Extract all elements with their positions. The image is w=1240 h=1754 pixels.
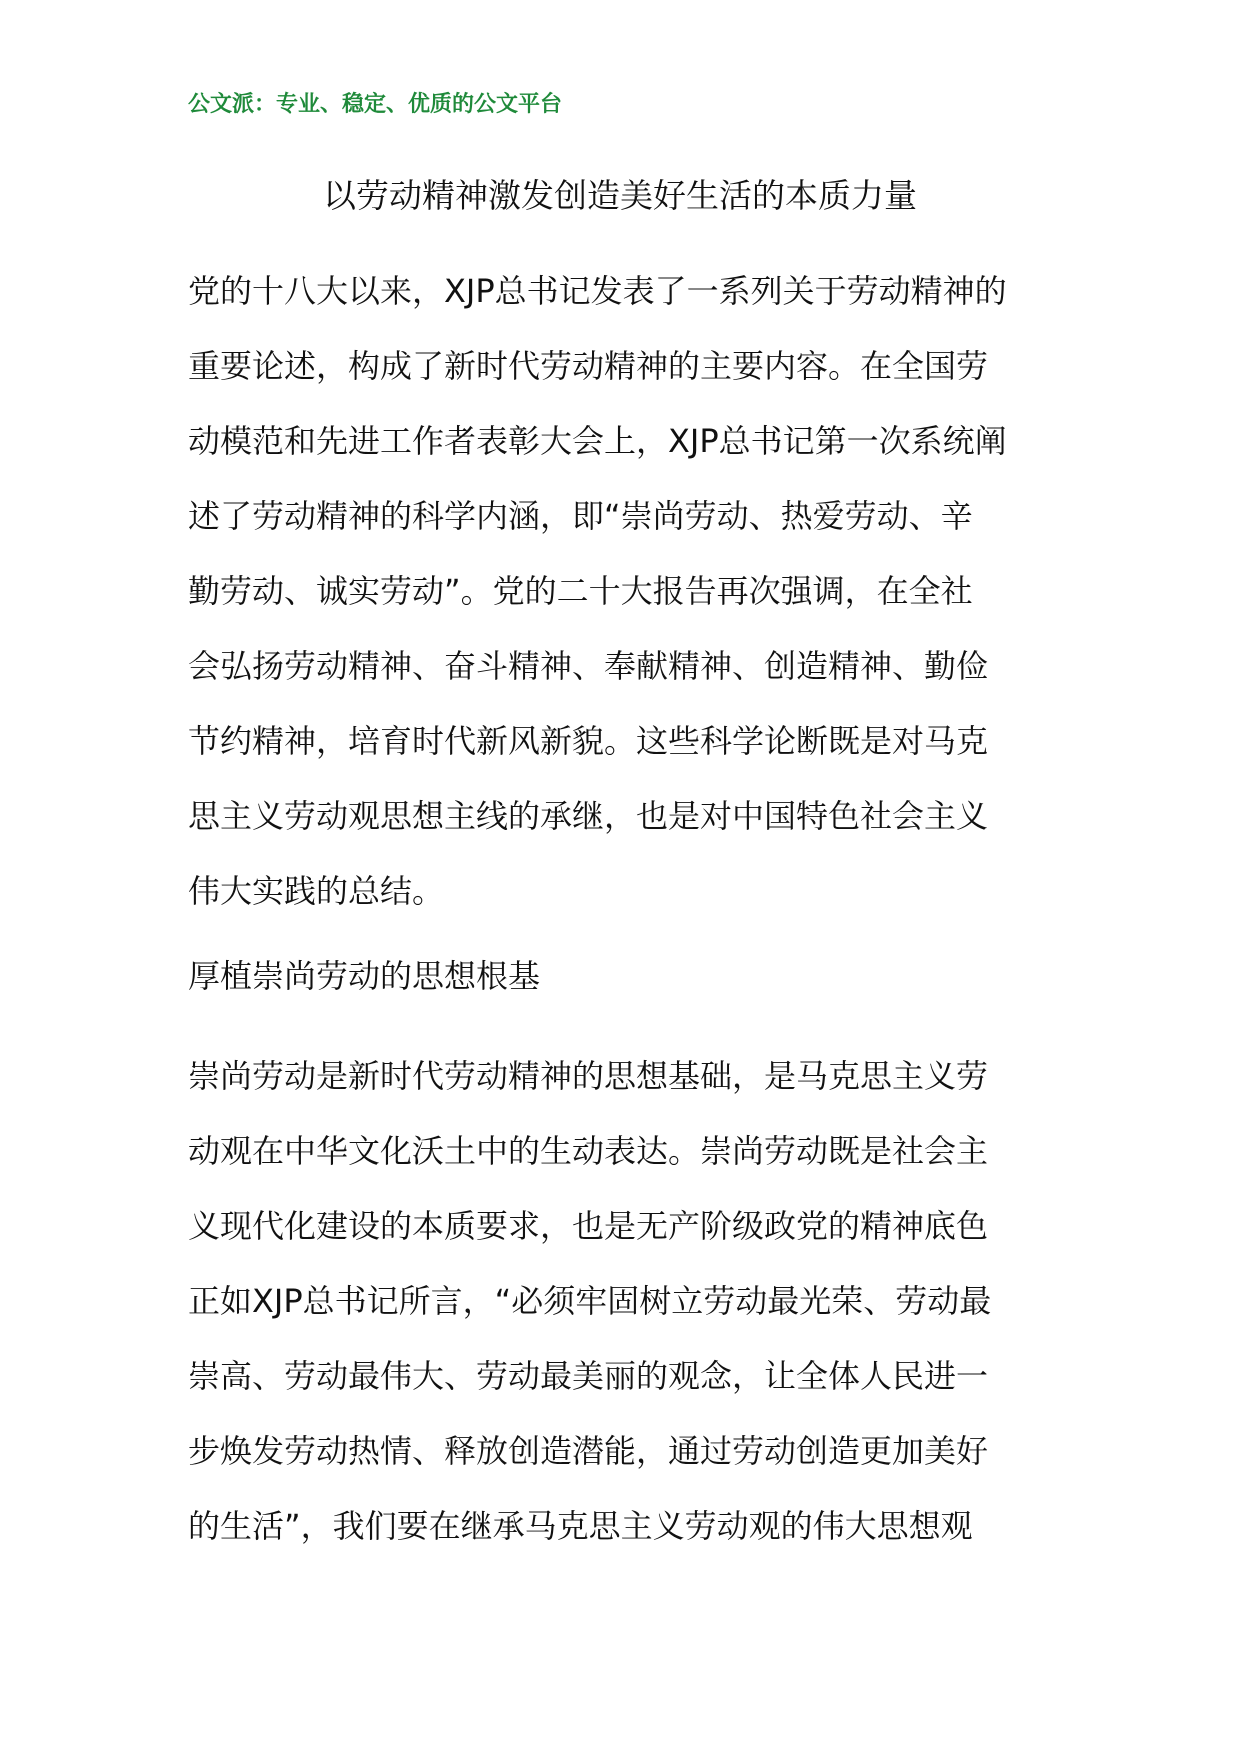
paragraph-line: 节约精神，培育时代新风新貌。这些科学论断既是对马克 (188, 722, 989, 760)
paragraph-line: 义现代化建设的本质要求，也是无产阶级政党的精神底色 (188, 1207, 989, 1245)
paragraph-line: 步焕发劳动热情、释放创造潜能，通过劳动创造更加美好 (188, 1432, 989, 1470)
paragraph-line: 党的十八大以来，XJP总书记发表了一系列关于劳动精神的 (188, 272, 1007, 310)
paragraph-line: 勤劳动、诚实劳动”。党的二十大报告再次强调，在全社 (188, 572, 973, 610)
paragraph-line: 会弘扬劳动精神、奋斗精神、奉献精神、创造精神、勤俭 (188, 647, 989, 685)
site-header-brand: 公文派：专业、稳定、优质的公文平台 (188, 91, 563, 117)
paragraph-line: 动模范和先进工作者表彰大会上，XJP总书记第一次系统阐 (188, 422, 1007, 460)
paragraph-line: 正如XJP总书记所言，“必须牢固树立劳动最光荣、劳动最 (188, 1282, 992, 1320)
paragraph-1 (188, 254, 1058, 929)
paragraph-line: 述了劳动精神的科学内涵，即“崇尚劳动、热爱劳动、辛 (188, 497, 973, 535)
section-heading: 厚植崇尚劳动的思想根基 (188, 957, 541, 995)
paragraph-line: 动观在中华文化沃土中的生动表达。崇尚劳动既是社会主 (188, 1132, 989, 1170)
paragraph-line: 的生活”，我们要在继承马克思主义劳动观的伟大思想观 (188, 1507, 973, 1545)
paragraph-line: 崇尚劳动是新时代劳动精神的思想基础，是马克思主义劳 (188, 1057, 989, 1095)
document-title: 以劳动精神激发创造美好生活的本质力量 (323, 176, 917, 215)
paragraph-line: 伟大实践的总结。 (188, 872, 445, 910)
paragraph-line: 重要论述，构成了新时代劳动精神的主要内容。在全国劳 (188, 347, 989, 385)
paragraph-line: 崇高、劳动最伟大、劳动最美丽的观念，让全体人民进一 (188, 1357, 989, 1395)
paragraph-2 (188, 1039, 1058, 1564)
paragraph-line: 思主义劳动观思想主线的承继，也是对中国特色社会主义 (188, 797, 989, 835)
